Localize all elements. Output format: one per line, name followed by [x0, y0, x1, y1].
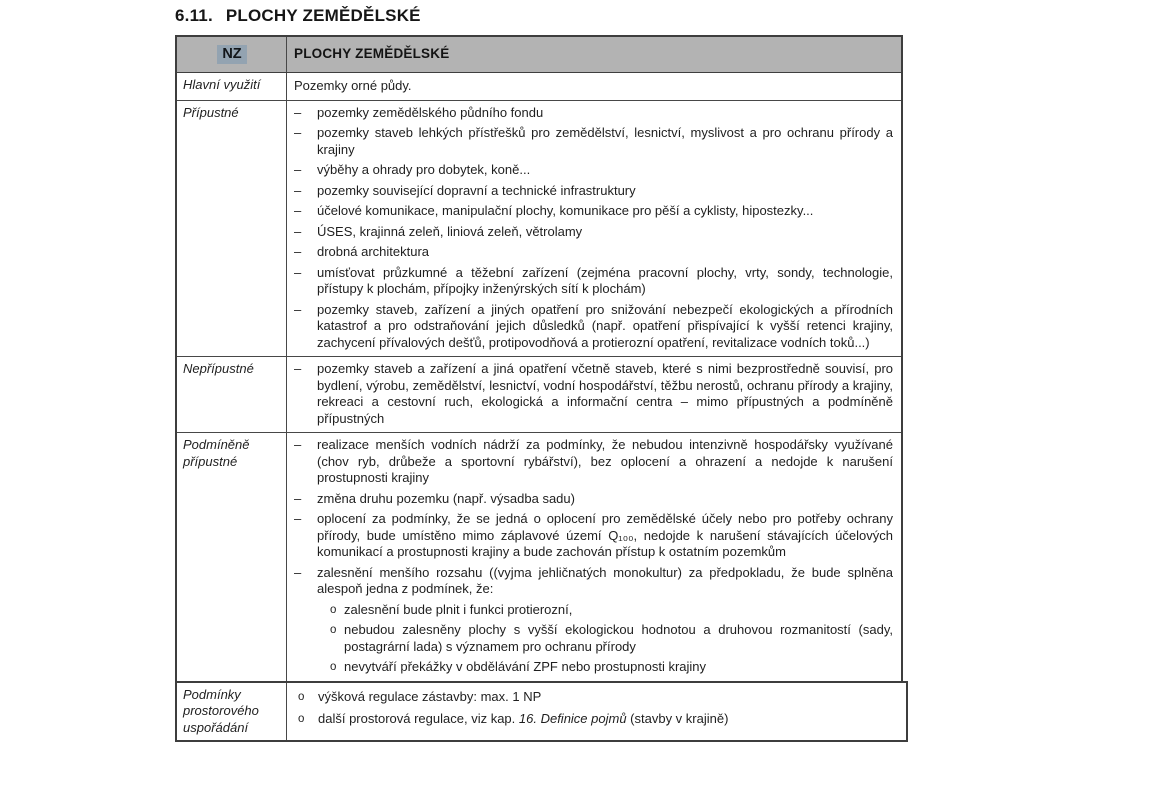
row-content: [287, 357, 901, 432]
circle-bullet-icon: o: [330, 624, 337, 636]
list-item: – realizace menších vodních nádrží za podmínky, že nebudou intenzivně hospodářsky využívané (chov ryb, drůbeže a sportovní rybářství), bez oplocení a ohrazení a nedojde k narušení prostupnosti krajiny: [294, 437, 893, 485]
sublist-item: o nevytváří překážky v obdělávání ZPF nebo prostupnosti krajiny: [330, 659, 707, 674]
list-item: [298, 711, 898, 728]
condition-sublist: [330, 602, 893, 676]
table-header-title-cell: [287, 42, 901, 68]
sublist-item: o zalesnění bude plnit i funkci protierozní,: [330, 601, 573, 617]
row-content: [287, 683, 906, 741]
dash-bullet-icon: –: [294, 490, 302, 506]
dash-bullet-icon: –: [294, 162, 302, 177]
list-item: – pozemky staveb, zařízení a jiných opatření pro snižování nebezpečí ekologických a přírodních katastrof a pro odstraňování jejich důsledků (např. opatření přispívající k vyšší retenci krajiny, zachycení přívalových dešťů, protipovodňová a protierozní opatření, revitalizace vodních toků...): [294, 301, 893, 350]
list-item: – pozemky staveb lehkých přístřešků pro zemědělství, lesnictví, myslivost a pro ochranu přírody a krajiny: [294, 125, 893, 157]
circle-bullet-icon: o: [330, 603, 337, 616]
row-permissible: [177, 101, 901, 358]
table-header-title: PLOCHY ZEMĚDĚLSKÉ: [294, 45, 450, 61]
row-content: [287, 433, 901, 681]
zone-code-cell: [177, 37, 287, 72]
dash-bullet-icon: –: [294, 104, 302, 120]
list-item: o výšková regulace zástavby: max. 1 NP: [298, 688, 542, 704]
row-label: Hlavní využití: [177, 73, 287, 100]
row-label: Nepřípustné: [177, 357, 287, 432]
list-item: – změna druhu pozemku (např. výsadba sadu): [294, 490, 575, 506]
dash-bullet-icon: –: [294, 511, 302, 526]
list-item: – výběhy a ohrady pro dobytek, koně...: [294, 162, 531, 177]
row-content: [287, 101, 901, 357]
table-header-row: [177, 37, 901, 73]
zoning-table: [175, 35, 903, 681]
regulation-text-pre: další prostorová regulace, viz kap.: [318, 711, 519, 726]
dash-bullet-icon: –: [294, 203, 302, 218]
dash-bullet-icon: –: [294, 361, 302, 376]
row-label: Podmíněně přípustné: [177, 433, 287, 681]
list-item: – oplocení za podmínky, že se jedná o oplocení pro zemědělské účely nebo pro potřeby ochrany přírody, bude umístěno mimo záplavové území Q₁₀₀, nedojde k narušení stávajících účelových komunikací a prostupnosti krajiny a bude zachován přístup k ostatním pozemkům: [294, 511, 893, 559]
zone-code-badge: NZ: [217, 45, 246, 64]
circle-bullet-icon: o: [298, 713, 305, 725]
section-title: PLOCHY ZEMĚDĚLSKÉ: [225, 6, 421, 25]
row-label: Podmínky prostorového uspořádání: [177, 683, 287, 741]
list-item: – ÚSES, krajinná zeleň, liniová zeleň, větrolamy: [294, 223, 583, 239]
row-label: Přípustné: [177, 101, 287, 357]
row-spatial-conditions: [175, 681, 908, 743]
dash-bullet-icon: –: [294, 244, 302, 259]
section-number: 6.11.: [175, 6, 213, 25]
row-conditionally-permissible: [177, 433, 901, 681]
list-item: – pozemky zemědělského půdního fondu: [294, 104, 544, 120]
row-main-use: [177, 73, 901, 101]
list-item: – zalesnění menšího rozsahu ((vyjma jehličnatých monokultur) za předpokladu, že bude splněna alespoň jedna z podmínek, že:: [294, 564, 893, 596]
regulation-text-post: (stavby v krajině): [626, 711, 729, 726]
row-content: [287, 73, 901, 100]
main-use-text: Pozemky orné půdy.: [294, 78, 412, 93]
dash-bullet-icon: –: [294, 564, 302, 580]
dash-bullet-icon: –: [294, 437, 302, 452]
dash-bullet-icon: –: [294, 264, 302, 280]
circle-bullet-icon: o: [298, 690, 305, 703]
list-item: – umísťovat průzkumné a těžební zařízení (zejména pracovní plochy, vrty, sondy, technologie, přístupy k plochám, přípojky inženýrských sítí k plochám): [294, 264, 893, 296]
regulation-chapter-ref: 16. Definice pojmů: [518, 711, 627, 726]
dash-bullet-icon: –: [294, 223, 302, 239]
circle-bullet-icon: o: [330, 661, 337, 673]
dash-bullet-icon: –: [294, 125, 302, 140]
list-item: – drobná architektura: [294, 244, 430, 259]
sublist-item: o nebudou zalesněny plochy s vyšší ekologickou hodnotou a druhovou rozmanitostí (sady, postagrární lada) s významem pro ochranu přírody: [330, 622, 893, 654]
document-page: [175, 6, 915, 742]
row-impermissible: [177, 357, 901, 433]
page-title: [175, 6, 915, 26]
list-item: – pozemky související dopravní a technické infrastruktury: [294, 182, 636, 198]
dash-bullet-icon: –: [294, 182, 302, 198]
list-item: – pozemky staveb a zařízení a jiná opatření včetně staveb, které s nimi bezprostředně souvisí, pro bydlení, výrobu, zemědělství, lesnictví, vodní hospodářství, těžbu nerostů, ochranu přírody a krajiny, rekreaci a cestovní ruch, ekologická a informační centra – mimo přípustných a podmíněně přípustných: [294, 361, 893, 426]
dash-bullet-icon: –: [294, 301, 302, 317]
list-item: – účelové komunikace, manipulační plochy, komunikace pro pěší a cyklisty, hipostezky...: [294, 203, 814, 218]
